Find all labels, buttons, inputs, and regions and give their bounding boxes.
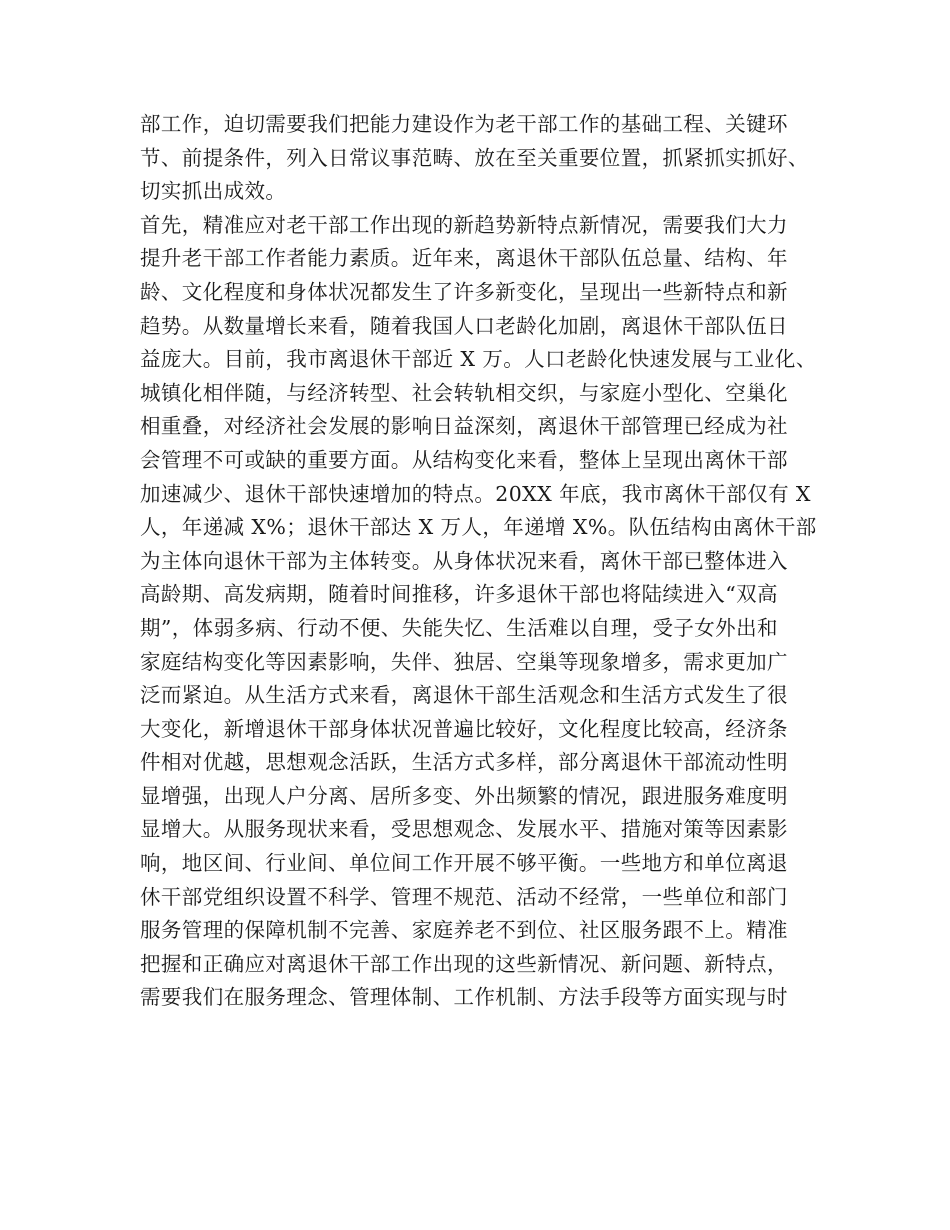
text-line: 加速减少、退休干部快速增加的特点。20XX 年底，我市离休干部仅有 X [140, 481, 811, 506]
text-line: 节、前提条件，列入日常议事范畴、放在至关重要位置，抓紧抓实抓好、 [140, 145, 809, 170]
text-line: 响，地区间、行业间、单位间工作开展不够平衡。一些地方和单位离退 [140, 851, 788, 876]
text-line: 需要我们在服务理念、管理体制、工作机制、方法手段等方面实现与时 [140, 985, 788, 1010]
text-line: 益庞大。目前，我市离退休干部近 X 万。人口老龄化快速发展与工业化、 [140, 347, 817, 372]
text-line: 服务管理的保障机制不完善、家庭养老不到位、社区服务跟不上。精准 [140, 918, 788, 943]
text-line: 显增大。从服务现状来看，受思想观念、发展水平、措施对策等因素影 [140, 817, 788, 842]
text-line: 期”，体弱多病、行动不便、失能失忆、生活难以自理，受子女外出和 [140, 615, 778, 640]
text-line: 大变化，新增退休干部身体状况普遍比较好，文化程度比较高，经济条 [140, 716, 788, 741]
text-line: 休干部党组织设置不科学、管理不规范、活动不经常，一些单位和部门 [140, 884, 788, 909]
text-line: 首先，精准应对老干部工作出现的新趋势新特点新情况，需要我们大力 [140, 212, 788, 237]
text-line: 切实抓出成效。 [140, 179, 287, 204]
text-line: 龄、文化程度和身体状况都发生了许多新变化，呈现出一些新特点和新 [140, 279, 788, 304]
text-line: 显增强，出现人户分离、居所多变、外出频繁的情况，跟进服务难度明 [140, 783, 788, 808]
text-line: 趋势。从数量增长来看，随着我国人口老龄化加剧，离退休干部队伍日 [140, 313, 788, 338]
text-line: 会管理不可或缺的重要方面。从结构变化来看，整体上呈现出离休干部 [140, 447, 788, 472]
text-line: 泛而紧迫。从生活方式来看，离退休干部生活观念和生活方式发生了很 [140, 683, 788, 708]
text-line: 人，年递减 X%；退休干部达 X 万人，年递增 X%。队伍结构由离休干部 [140, 515, 817, 540]
text-line: 家庭结构变化等因素影响，失伴、独居、空巢等现象增多，需求更加广 [140, 649, 788, 674]
text-line: 件相对优越，思想观念活跃，生活方式多样，部分离退休干部流动性明 [140, 750, 788, 775]
text-line: 把握和正确应对离退休干部工作出现的这些新情况、新问题、新特点， [140, 951, 788, 976]
text-line: 部工作，迫切需要我们把能力建设作为老干部工作的基础工程、关键环 [140, 112, 788, 136]
text-line: 提升老干部工作者能力素质。近年来，离退休干部队伍总量、结构、年 [140, 246, 788, 271]
text-line: 城镇化相伴随，与经济转型、社会转轨相交织，与家庭小型化、空巢化 [140, 380, 788, 405]
body-text [140, 108, 820, 1015]
text-line: 高龄期、高发病期，随着时间推移，许多退休干部也将陆续进入“双高 [140, 582, 778, 607]
text-line: 为主体向退休干部为主体转变。从身体状况来看，离休干部已整体进入 [140, 548, 788, 573]
text-line: 相重叠，对经济社会发展的影响日益深刻，离退休干部管理已经成为社 [140, 414, 788, 439]
